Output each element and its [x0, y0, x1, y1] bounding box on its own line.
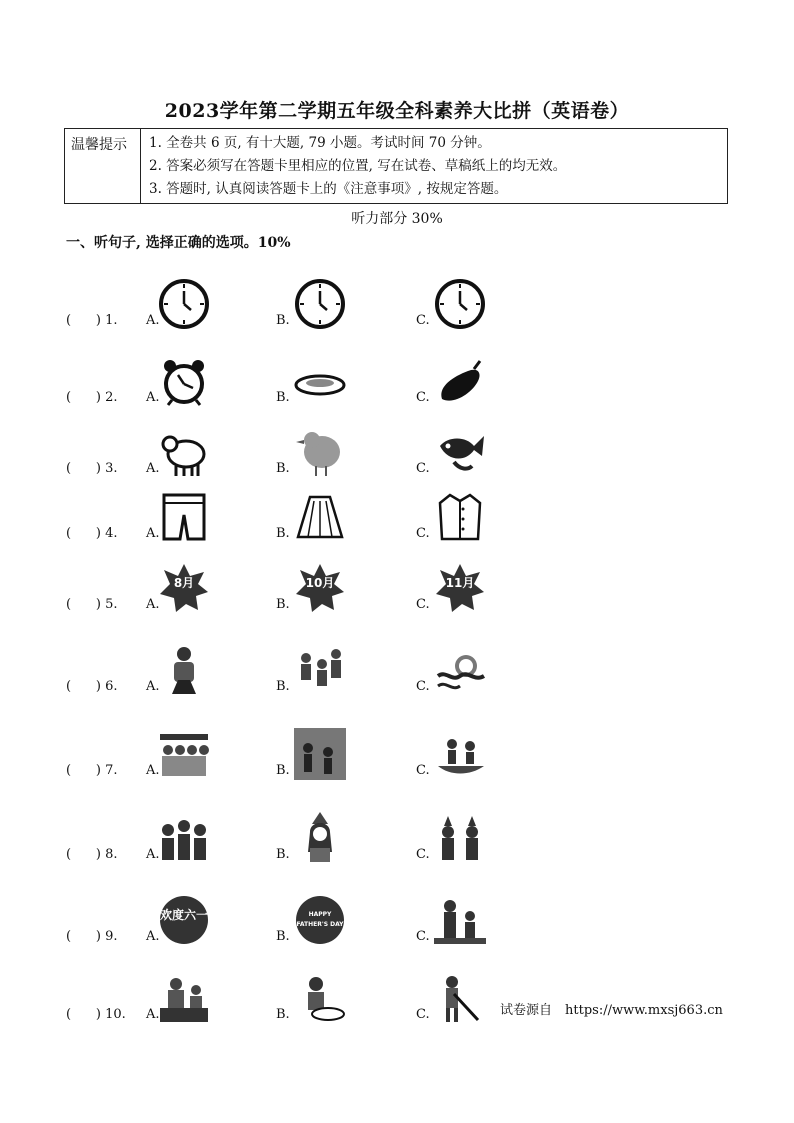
swimmer-icon [434, 644, 486, 696]
option-c-label: C. [416, 763, 430, 778]
option-c-label: C. [416, 929, 430, 944]
sweeping-icon [434, 972, 486, 1024]
people-icon [294, 644, 346, 696]
option-a-label: A. [146, 313, 160, 328]
boat-icon [434, 728, 486, 780]
question-number[interactable]: ( ) 4. [66, 526, 118, 541]
girl-icon [294, 812, 346, 864]
notice-line: 1. 全卷共 6 页, 有十大题, 79 小题。考试时间 70 分钟。 [149, 135, 491, 151]
question-row [66, 327, 726, 407]
family-icon [434, 894, 486, 946]
option-b-label: B. [276, 763, 290, 778]
option-c-label: C. [416, 597, 430, 612]
picture-caption: HAPPY FATHER'S DAY [296, 911, 344, 928]
picture-caption: 10月 [305, 576, 335, 590]
question-number[interactable]: ( ) 6. [66, 679, 118, 694]
option-a-label: A. [146, 597, 160, 612]
notice-label: 温馨提示 [65, 129, 141, 203]
option-a-label: A. [146, 847, 160, 862]
notice-line: 3. 答题时, 认真阅读答题卡上的《注意事项》, 按规定答题。 [149, 181, 508, 197]
question-row [66, 463, 726, 543]
august-icon [158, 562, 210, 614]
clock-icon [294, 278, 346, 330]
scene-icon [294, 728, 346, 780]
question-row [66, 250, 726, 330]
option-c-label: C. [416, 847, 430, 862]
picture-caption: 11月 [445, 576, 475, 590]
party-icon [158, 812, 210, 864]
option-b-label: B. [276, 929, 290, 944]
notice-box [64, 128, 728, 204]
clock-icon [158, 278, 210, 330]
person-icon [158, 644, 210, 696]
option-c-label: C. [416, 390, 430, 405]
question-number[interactable]: ( ) 8. [66, 847, 118, 862]
option-b-label: B. [276, 390, 290, 405]
question-number[interactable]: ( ) 10. [66, 1007, 126, 1022]
question-number[interactable]: ( ) 1. [66, 313, 118, 328]
question-row [66, 534, 726, 614]
option-a-label: A. [146, 526, 160, 541]
clock-icon [434, 278, 486, 330]
option-b-label: B. [276, 313, 290, 328]
notice-line: 2. 答案必须写在答题卡里相应的位置, 写在试卷、草稿纸上的均无效。 [149, 158, 567, 174]
question-number[interactable]: ( ) 9. [66, 929, 118, 944]
option-c-label: C. [416, 461, 430, 476]
option-a-label: A. [146, 390, 160, 405]
picture-caption: 欢度六一 [159, 908, 208, 922]
option-b-label: B. [276, 526, 290, 541]
group-icon [158, 728, 210, 780]
childrens-day-icon [158, 894, 210, 946]
option-a-label: A. [146, 929, 160, 944]
page-title: 2023学年第二学期五年级全科素养大比拼（英语卷） [164, 100, 630, 122]
november-icon [434, 562, 486, 614]
question-number[interactable]: ( ) 7. [66, 763, 118, 778]
cooking-icon [158, 972, 210, 1024]
option-a-label: A. [146, 1007, 160, 1022]
option-b-label: B. [276, 597, 290, 612]
question-number[interactable]: ( ) 3. [66, 461, 118, 476]
fathers-day-icon [294, 894, 346, 946]
option-b-label: B. [276, 847, 290, 862]
option-a-label: A. [146, 461, 160, 476]
washing-icon [294, 972, 346, 1024]
option-b-label: B. [276, 1007, 290, 1022]
question-number[interactable]: ( ) 2. [66, 390, 118, 405]
option-c-label: C. [416, 313, 430, 328]
option-c-label: C. [416, 1007, 430, 1022]
watermark: 试卷源自 https://www.mxsj663.cn [500, 1003, 723, 1018]
question-row [66, 784, 726, 864]
question-row [66, 866, 726, 946]
kids-icon [434, 812, 486, 864]
option-a-label: A. [146, 763, 160, 778]
option-c-label: C. [416, 679, 430, 694]
question-row [66, 616, 726, 696]
option-b-label: B. [276, 461, 290, 476]
option-a-label: A. [146, 679, 160, 694]
question-row [66, 700, 726, 780]
question-number[interactable]: ( ) 5. [66, 597, 118, 612]
option-c-label: C. [416, 526, 430, 541]
section-heading: 一、听句子, 选择正确的选项。10% [66, 235, 291, 251]
october-icon [294, 562, 346, 614]
notice-lines [141, 129, 574, 203]
picture-caption: 8月 [173, 576, 195, 590]
listening-subtitle: 听力部分 30% [351, 211, 443, 227]
option-b-label: B. [276, 679, 290, 694]
